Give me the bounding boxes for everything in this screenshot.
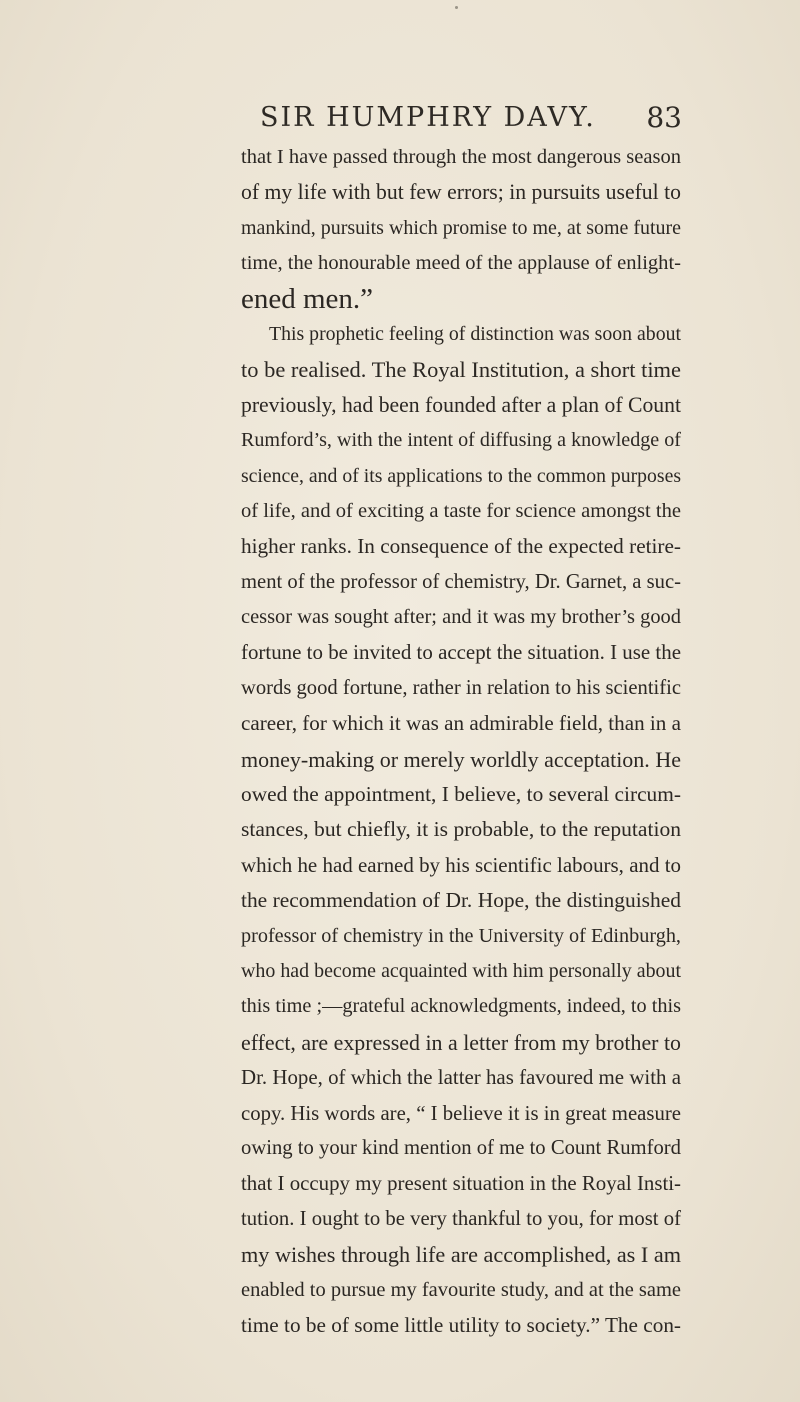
- text-line: owed the appointment, I believe, to several circum-: [241, 782, 681, 807]
- text-line: time, the honourable meed of the applause of enlight-: [241, 252, 681, 275]
- text-line: owing to your kind mention of me to Count Rumford: [241, 1136, 681, 1159]
- running-head-title: SIR HUMPHRY DAVY.: [260, 102, 596, 133]
- paragraph-first-line: This prophetic feeling of distinction was soon about: [269, 322, 681, 345]
- text-line: stances, but chiefly, it is probable, to the reputation: [241, 817, 681, 842]
- text-line: money-making or merely worldly acceptation. He: [241, 746, 681, 772]
- text-line: mankind, pursuits which promise to me, at some future: [241, 216, 681, 239]
- text-line: effect, are expressed in a letter from my brother to: [241, 1029, 681, 1055]
- text-line: copy. His words are, “ I believe it is in great measure: [241, 1101, 681, 1125]
- text-line: the recommendation of Dr. Hope, the distinguished: [241, 888, 681, 913]
- text-line: time to be of some little utility to society.” The con-: [241, 1312, 681, 1337]
- text-line: professor of chemistry in the University of Edinburgh,: [241, 924, 681, 947]
- text-line: this time ;—grateful acknowledgments, indeed, to this: [241, 995, 681, 1018]
- text-line: previously, had been founded after a plan of Count: [241, 392, 681, 417]
- text-line: ment of the professor of chemistry, Dr. Garnet, a suc-: [241, 570, 681, 593]
- text-line: enabled to pursue my favourite study, and at the same: [241, 1278, 681, 1301]
- text-line: of life, and of exciting a taste for science amongst the: [241, 499, 681, 522]
- text-line: who had become acquainted with him personally about: [241, 959, 681, 982]
- page-number: 83: [646, 101, 682, 134]
- text-line: words good fortune, rather in relation to his scientific: [241, 676, 681, 699]
- body-text: [241, 140, 681, 1343]
- text-line: career, for which it was an admirable field, than in a: [241, 711, 681, 736]
- running-head: [196, 98, 682, 138]
- text-line: tution. I ought to be very thankful to you, for most of: [241, 1207, 681, 1230]
- text-line: cessor was sought after; and it was my brother’s good: [241, 606, 681, 629]
- text-line: fortune to be invited to accept the situation. I use the: [241, 640, 681, 665]
- text-line: science, and of its applications to the common purposes: [241, 464, 681, 487]
- text-line: Dr. Hope, of which the latter has favoured me with a: [241, 1065, 681, 1090]
- text-line: higher ranks. In consequence of the expected retire-: [241, 534, 681, 559]
- text-line: ened men.”: [241, 282, 374, 315]
- text-line: that I have passed through the most dangerous season: [241, 146, 681, 168]
- text-line: my wishes through life are accomplished, as I am: [241, 1242, 681, 1268]
- text-line: of my life with but few errors; in pursuits useful to: [241, 180, 681, 205]
- paper-speck: [455, 6, 458, 9]
- text-line: that I occupy my present situation in the Royal Insti-: [241, 1171, 681, 1196]
- text-line: to be realised. The Royal Institution, a short time: [241, 357, 681, 383]
- text-line: Rumford’s, with the intent of diffusing a knowledge of: [241, 429, 681, 452]
- text-line: which he had earned by his scientific labours, and to: [241, 852, 681, 877]
